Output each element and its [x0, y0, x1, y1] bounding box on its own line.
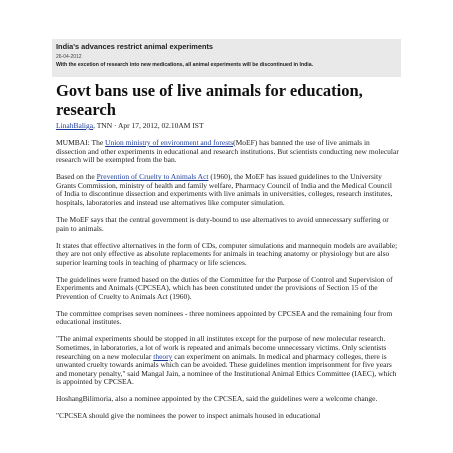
paragraph-3: The MoEF says that the central government is duty-bound to use alternatives to avoid unnecessary suffering or pain to animals. — [56, 214, 389, 233]
article-body — [56, 122, 400, 429]
paragraph-1 — [56, 139, 400, 165]
paragraph-2-lead: Based on the — [56, 172, 97, 182]
paragraph-4: It states that effective alternatives in the form of CDs, computer simulations and mannequin models are available; they are not only effective as absolute replacements for animals in teaching anatomy or physiology but are also superior learning tools in teaching of pharmacy or life sciences. — [56, 240, 398, 267]
source-header-date: 26-04-2012 — [56, 54, 82, 60]
paragraph-7-tail: can experiment on animals. In medical and pharmacy colleges, there is unwanted cruelty towards animals which can be avoided. These guidelines mention imprisonment for five years and monetary penalty," said Mangal Jain, a nominee of the Institutional Animal Ethics Committee (IAEC), which is appointed by CPCSEA. — [56, 351, 397, 387]
paragraph-7-lead: "The animal experiments should be stopped in all institutes except for the purpose of new molecular research. Sometimes, in laboratories, a lot of work is repeated and animals become unnecessary victims. Only scientists researching on a new molecular — [56, 334, 387, 361]
source-header-teaser: With the excetion of research into new medications, all animal experiments will be discontinued in India. — [56, 62, 314, 68]
source-header-band — [52, 39, 401, 77]
pca-act-link[interactable]: Prevention of Cruelty to Animals Act — [96, 172, 209, 182]
byline-meta: , TNN · Apr 17, 2012, 02.10AM IST — [93, 121, 204, 130]
paragraph-6: The committee comprises seven nominees - three nominees appointed by CPCSEA and the remaining four from educational institutes. — [56, 308, 393, 327]
paragraph-5: The guidelines were framed based on the duties of the Committee for the Purpose of Control and Supervision of Experiments and Animals (CPCSEA), which has been constituted under the provisions of Section 15 of the Prevention of Cruelty to Animals Act (1960). — [56, 274, 393, 301]
paragraph-1-tail: (MoEF) has banned the use of live animals in dissection and other experiments in educational and research institutions. But scientists conducting new molecular research will be exempted from the ban. — [56, 137, 399, 165]
paragraph-2-tail: (1960), the MoEF has issued guidelines to the University Grants Commission, ministry of health and family welfare, Pharmacy Council of India and the Medical Council of India to discontinue dissection and experiments with live animals in universities, colleges, research institutes, hospitals, laboratories and instead use alternatives like computer simulation. — [56, 172, 393, 207]
source-header-title: India's advances restrict animal experiments — [56, 42, 214, 51]
author-link[interactable]: LinahBaliga — [56, 121, 94, 130]
article-byline — [56, 122, 400, 131]
theory-link[interactable]: theory — [153, 351, 173, 361]
paragraph-1-lead: MUMBAI: The — [56, 137, 106, 147]
paragraph-9: "CPCSEA should give the nominees the power to inspect animals housed in educational — [56, 411, 321, 421]
article-headline: Govt bans use of live animals for education, research — [56, 81, 363, 119]
paragraph-7 — [56, 335, 400, 387]
moef-link[interactable]: Union ministry of environment and forests — [105, 137, 234, 147]
paragraph-8: HoshangBilimoria, also a nominee appointed by the CPCSEA, said the guidelines were a welcome change. — [56, 394, 378, 404]
paragraph-2 — [56, 173, 400, 207]
